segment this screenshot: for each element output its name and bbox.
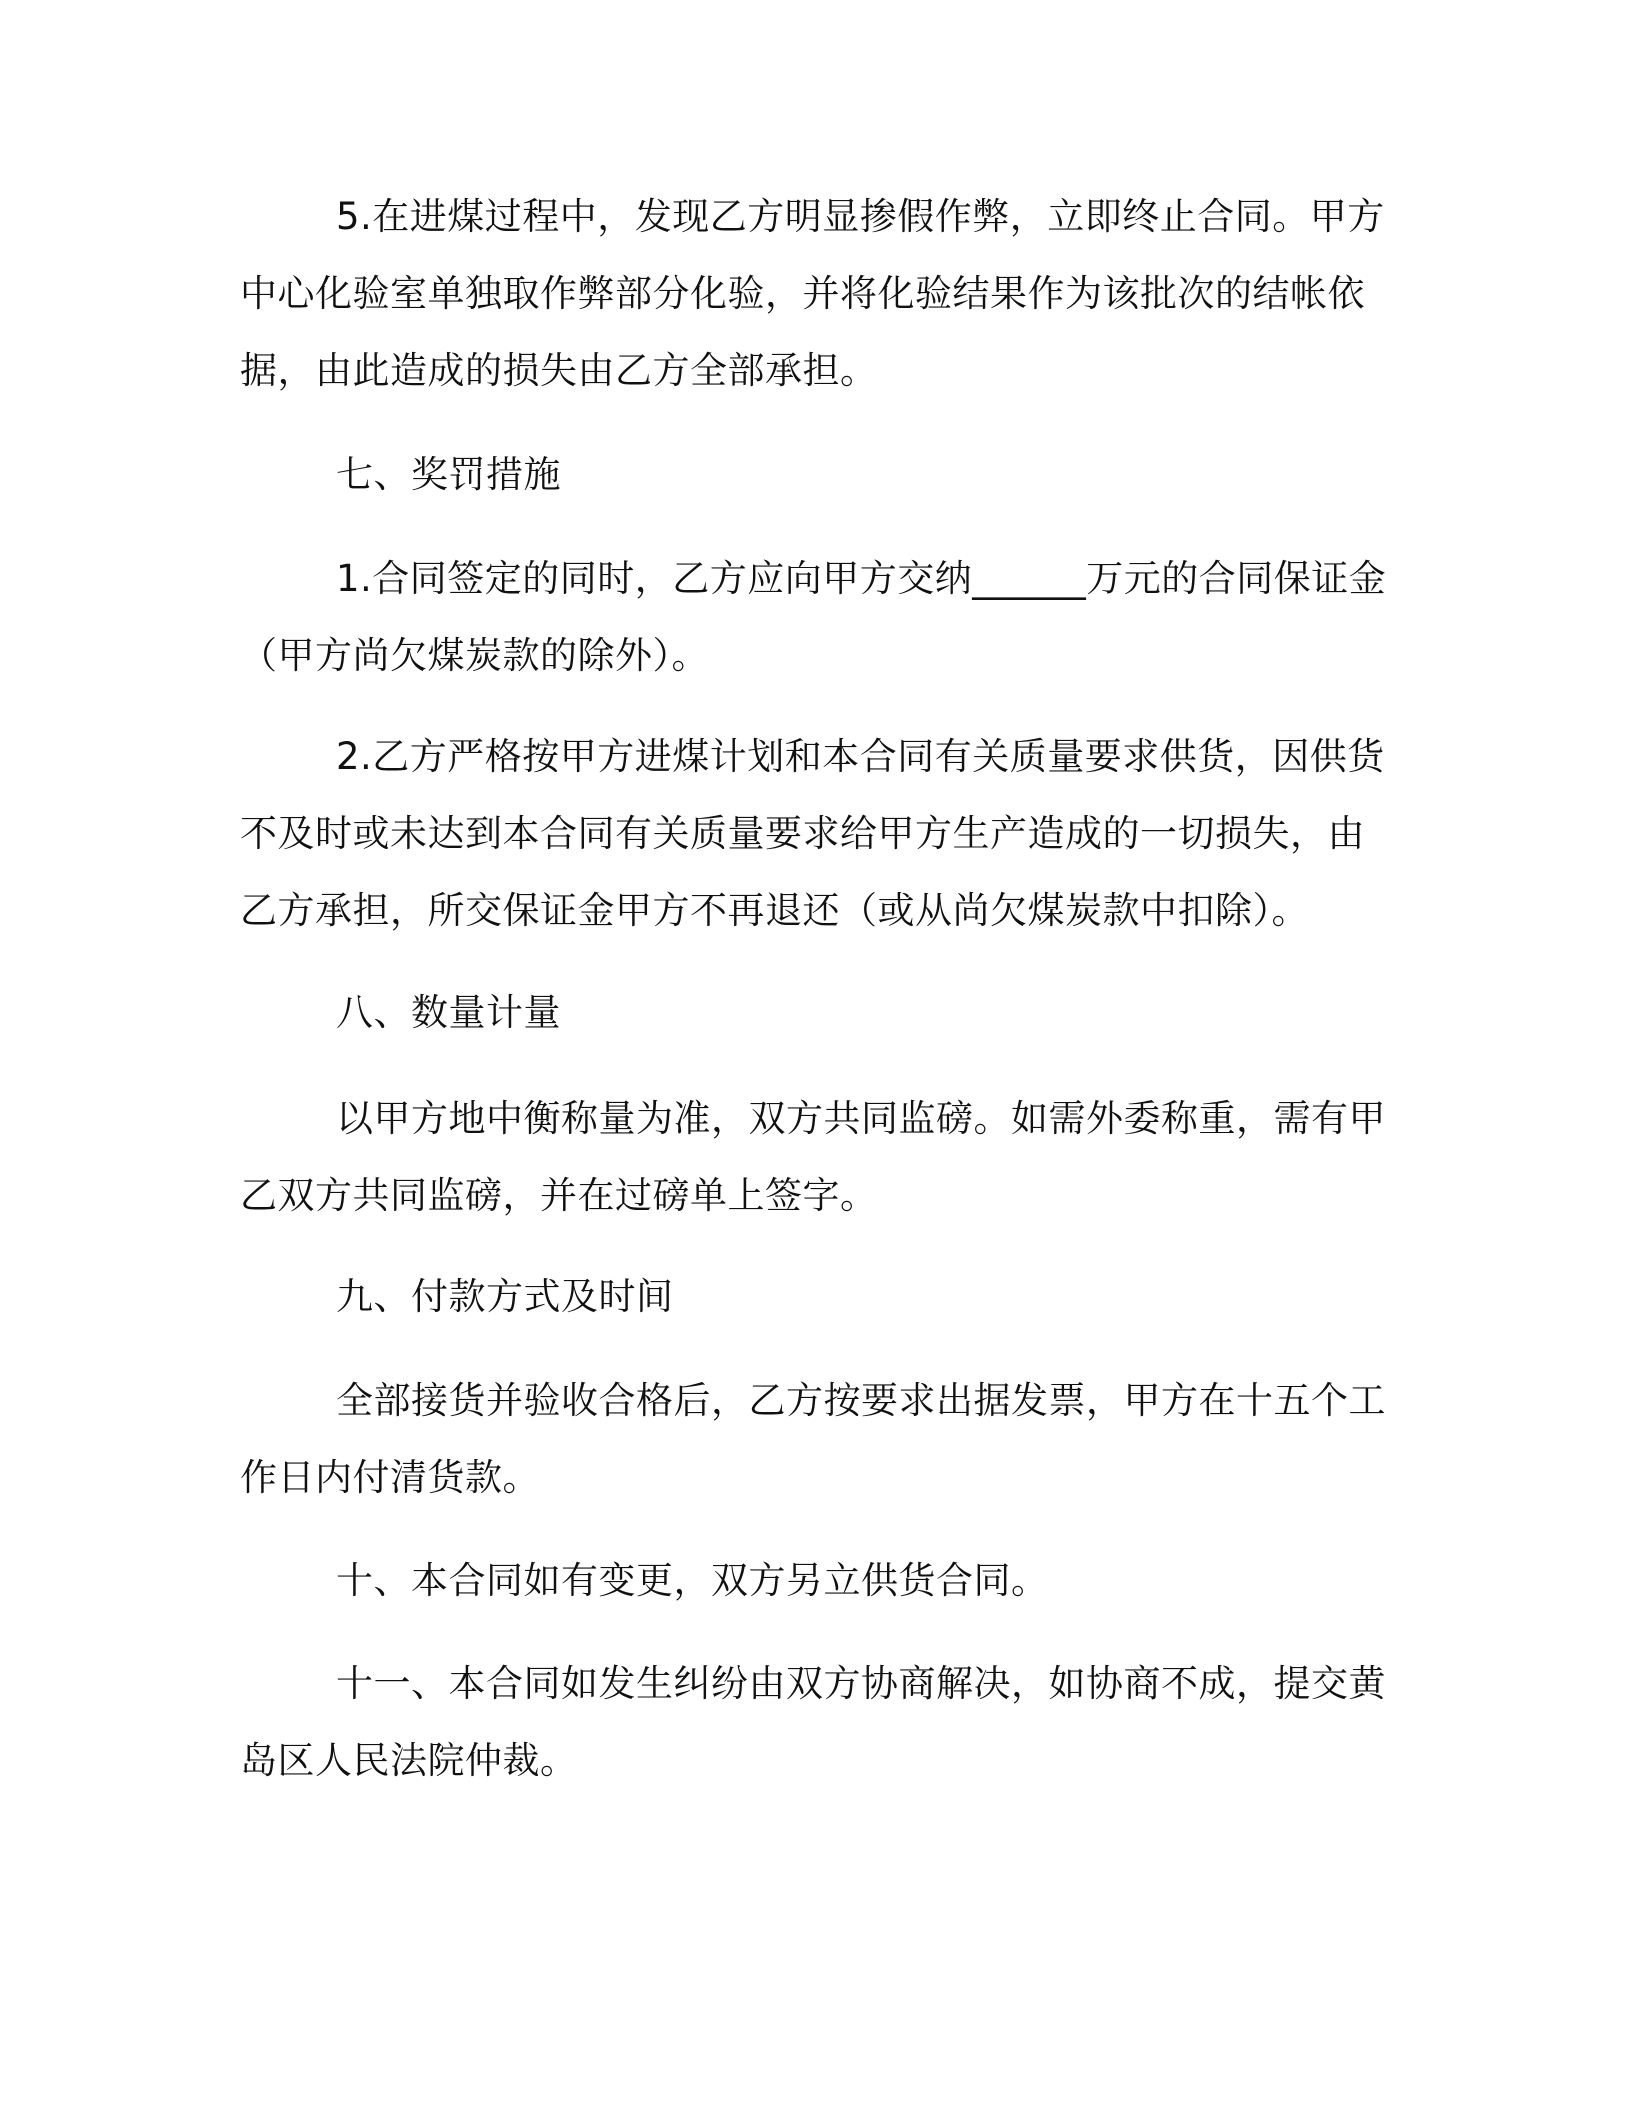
text-line: 2.乙方严格按甲方进煤计划和本合同有关质量要求供货，因供货 [336, 735, 1385, 778]
text-line: 中心化验室单独取作弊部分化验，并将化验结果作为该批次的结帐依 [240, 272, 1365, 315]
text-line: 不及时或未达到本合同有关质量要求给甲方生产造成的一切损失，由 [240, 812, 1365, 855]
paragraph-weighing [240, 1080, 1390, 1234]
text-line: 全部接货并验收合格后，乙方按要求出据发票，甲方在十五个工 [336, 1379, 1386, 1422]
text-line: 1.合同签定的同时，乙方应向甲方交纳______万元的合同保证金 [336, 557, 1387, 600]
text-line: 据，由此造成的损失由乙方全部承担。 [240, 349, 878, 392]
text-line: 十一、本合同如发生纠纷由双方协商解决，如协商不成，提交黄 [336, 1662, 1386, 1705]
text-line: 岛区人民法院仲裁。 [240, 1739, 578, 1782]
section-heading-payment [240, 1258, 1390, 1335]
heading-text: 九、付款方式及时间 [336, 1275, 674, 1318]
text-line: 乙方承担，所交保证金甲方不再退还（或从尚欠煤炭款中扣除）。 [240, 889, 1309, 932]
text-line: （甲方尚欠煤炭款的除外）。 [240, 634, 709, 677]
section-heading-rewards-penalties [240, 436, 1390, 513]
text-line: 5.在进煤过程中，发现乙方明显掺假作弊，立即终止合同。甲方 [336, 195, 1385, 238]
text-line: 以甲方地中衡称量为准，双方共同监磅。如需外委称重，需有甲 [336, 1097, 1386, 1140]
section-heading-contract-change [240, 1542, 1390, 1619]
heading-text: 七、奖罚措施 [336, 453, 561, 496]
text-line: 乙双方共同监磅，并在过磅单上签字。 [240, 1174, 878, 1217]
heading-text: 八、数量计量 [336, 991, 561, 1034]
text-line: 作日内付清货款。 [240, 1456, 540, 1499]
paragraph-deposit [240, 540, 1390, 694]
paragraph-dispute-resolution [240, 1645, 1390, 1799]
heading-text: 十、本合同如有变更，双方另立供货合同。 [336, 1559, 1049, 1602]
paragraph-item-5 [240, 178, 1390, 409]
paragraph-payment [240, 1362, 1390, 1516]
paragraph-supply-quality [240, 718, 1390, 949]
section-heading-quantity [240, 974, 1390, 1051]
